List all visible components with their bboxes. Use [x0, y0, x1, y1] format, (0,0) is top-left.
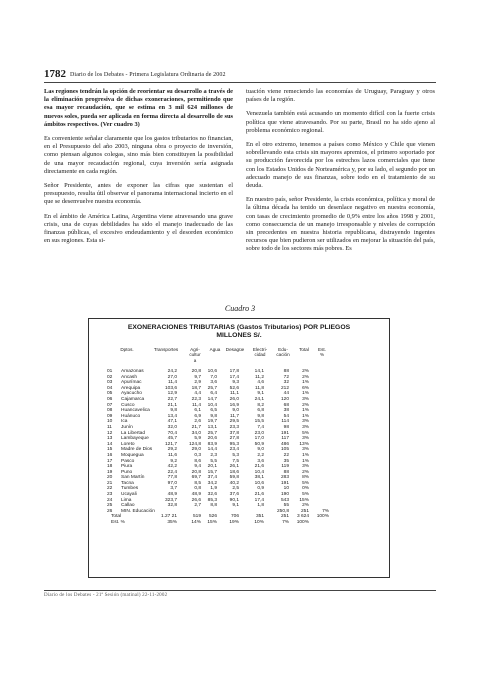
table-cell-value: 14,7 — [207, 396, 217, 402]
table-cell-department: Tumbes — [121, 486, 139, 492]
table-cell-code: 22 — [107, 486, 113, 492]
table-cell-value: 7% — [282, 520, 289, 526]
table-cell-value: 83,9 — [207, 441, 217, 447]
table-cell-value: 11,4 — [168, 380, 177, 386]
table-cell-value: 9,1 — [232, 503, 239, 509]
table-cell-value: 13% — [299, 441, 309, 447]
table-cell-value: 100% — [296, 520, 309, 526]
table-cell-value: 38 — [283, 408, 289, 414]
table-cell-code: 21 — [107, 480, 113, 486]
table-cell-value: 21,6 — [254, 492, 264, 498]
table-cell-value: 13,1 — [207, 424, 217, 430]
table-cell-value: 6,8 — [257, 408, 264, 414]
table-cell-value: 8,5 — [194, 480, 201, 486]
table-cell-value: 18,6 — [229, 469, 239, 475]
table-cell-code: 19 — [107, 469, 113, 475]
table-cell-value: 9,0 — [232, 408, 239, 414]
table-cell-value: 124,8 — [188, 441, 201, 447]
right-column-paragraph: En nuestro país, señor Presidente, la crisis económica, política y moral de la última década ha tenido un desenlace negativo en nuestra economía, con tasas de crecimiento promedio de 0,9% entre los años 1998 y 2001, como consecuencia de un manejo irresponsable y niveles de corrupción sin precedentes en nuestra historia republicana, distrayendo ingentes recursos que bien pudieron ser utilizados en mejorar la situación del país, sobre todo de los sectores más pobres. Es — [246, 196, 435, 253]
table-cell-value: 250,8 — [276, 508, 289, 514]
table-cell-value: 6,4 — [210, 391, 217, 397]
table-cell-value: 47,1 — [167, 419, 177, 425]
table-cell-value: 7% — [322, 508, 329, 514]
table-cell-value: 34,0 — [191, 430, 201, 436]
table-cell-value: 4,6 — [257, 380, 264, 386]
page-number: 1782 — [44, 68, 66, 80]
table-cell-value: 3% — [302, 436, 309, 442]
table-cell-value: 95,3 — [229, 441, 239, 447]
table-cell-value: 9,7 — [194, 374, 201, 380]
table-cell-value: 191 — [280, 480, 289, 486]
table-title — [89, 324, 389, 341]
table-cell-value: 32,0 — [167, 424, 177, 430]
table-cell-code: 17 — [107, 458, 113, 464]
table-cell-value: 5,9 — [194, 436, 201, 442]
table-cell-value: 119 — [281, 464, 289, 470]
table-cell-value: 212 — [280, 385, 289, 391]
table-cell-value: 20,6 — [207, 436, 217, 442]
table-cell-value: 3% — [302, 464, 309, 470]
exonerations-table — [88, 318, 390, 578]
table-cell-department: Apurímac — [121, 380, 142, 386]
table-cell-value: 23,4 — [229, 447, 239, 453]
right-column-paragraph: tuación viene remeciendo las economías de Uruguay, Paraguay y otros países de la región. — [246, 88, 435, 104]
table-cell-value: 190 — [280, 492, 289, 498]
table-cell-value: 10,6 — [254, 480, 264, 486]
table-cell-value: 20,1 — [207, 464, 217, 470]
table-cell-value: 35 — [283, 458, 289, 464]
table-cell-department: Lambayeque — [121, 436, 149, 442]
table-cell-department: Madre de Dios — [121, 447, 153, 453]
table-header-cell: Agua — [209, 347, 221, 352]
table-cell-value: 98 — [283, 424, 289, 430]
table-cell-value: 26,0 — [229, 396, 239, 402]
table-cell-value: 9,8 — [170, 408, 177, 414]
table-cell-value: 3% — [302, 447, 309, 453]
table-cell-value: 14% — [191, 520, 201, 526]
table-cell-value: 8,6 — [194, 458, 201, 464]
table-cell-department: Cusco — [121, 402, 135, 408]
table-cell-value: 17,8 — [229, 369, 239, 374]
table-cell-value: 32 — [283, 380, 289, 386]
table-cell-value: 251 — [280, 514, 289, 520]
table-cell-value: 12,9 — [167, 391, 177, 397]
table-cell-value: 105 — [280, 447, 289, 453]
page-footer — [44, 590, 436, 601]
table-cell-value: 11,6 — [168, 452, 177, 458]
table-cell-value: 120 — [280, 396, 289, 402]
table-cell-value: 22 — [283, 452, 289, 458]
page-header — [44, 68, 436, 83]
table-header-cell: Agri- cultur a — [189, 347, 201, 363]
table-cell-value: 15,5 — [254, 419, 264, 425]
table-cell-value: 9,0 — [257, 447, 264, 453]
table-cell-value: 42,2 — [167, 464, 177, 470]
table-cell-value: 11,4 — [192, 402, 201, 408]
table-cell-department: La Libertad — [121, 430, 146, 436]
table-cell-value: 10% — [254, 520, 264, 526]
table-cell-value: 0,3 — [194, 452, 201, 458]
table-cell-department: Loreto — [121, 441, 135, 447]
table-cell-value: 35% — [167, 520, 177, 526]
table-cell-code: 13 — [107, 436, 113, 442]
table-cell-department: Est. % — [111, 520, 125, 526]
table-header-cell: Transportes — [153, 347, 179, 352]
table-cell-code: 06 — [107, 396, 113, 402]
table-cell-department: Tacna — [121, 480, 134, 486]
table-cell-value: 283 — [280, 475, 289, 481]
table-cell-value: 5% — [302, 430, 309, 436]
table-cell-value: 2,3 — [210, 452, 217, 458]
table-cell-value: 70,4 — [167, 430, 177, 436]
table-cell-department: Piura — [121, 464, 133, 470]
table-cell-value: 9,4 — [194, 464, 201, 470]
table-cell-value: 1% — [302, 391, 309, 397]
table-cell-value: 2,6 — [194, 419, 201, 425]
table-cell-value: 2,2 — [257, 452, 264, 458]
left-column-paragraph: Es conveniente señalar claramente que los gastos tributarios no financian, en el Presupuesto del año 2003, ninguna obra o proyecto de inversión, como piensan algunos colegas, sino más bien constituyen la posibilidad de una mayor recaudación regional, cuya inversión sería asignada directamente en cada región. — [44, 135, 233, 175]
running-title: Diario de los Debates - Primera Legislatura Ordinaria de 2002 — [70, 72, 226, 78]
table-cell-value: 1.27 21 — [160, 514, 177, 520]
table-cell-value: 14,4 — [207, 447, 217, 453]
table-cell-value: 88 — [283, 369, 289, 374]
table-cell-value: 19,7 — [207, 419, 217, 425]
left-column-paragraph: Las regiones tendrán la opción de reorientar su desarrollo a través de la eliminación progresiva de dichas exoneraciones, permitiendo que esa mayor recaudación, que se estima en 3 mil 624 millones de nuevos soles, pueda ser aplicada en forma directa al desarrollo de sus ámbitos respectivos. (Ver cuadro 3) — [44, 88, 233, 128]
table-cell-value: 72 — [283, 374, 289, 380]
table-cell-value: 5,3 — [232, 452, 239, 458]
table-cell-value: 25,7 — [207, 430, 217, 436]
table-cell-value: 351 — [255, 514, 264, 520]
table-cell-department: Puno — [121, 469, 133, 475]
table-cell-value: 22,4 — [167, 469, 177, 475]
table-header-cell: Dptos. — [120, 347, 134, 352]
table-cell-value: 14,1 — [254, 369, 264, 374]
table-cell-value: 9,8 — [257, 413, 264, 419]
right-column-paragraph: Venezuela también está acusando un momento difícil con la fuerte crisis política que viene atravesando. Por su parte, Brasil no ha sido ajeno al problema económico regional. — [246, 110, 435, 134]
table-cell-value: 3% — [302, 396, 309, 402]
table-caption: Cuadro 3 — [224, 304, 256, 313]
table-cell-value: 8,8 — [210, 503, 217, 509]
table-cell-value: 1% — [302, 452, 309, 458]
table-cell-value: 8% — [302, 475, 309, 481]
table-cell-value: 6,9 — [194, 413, 201, 419]
table-cell-value: 50,9 — [254, 441, 264, 447]
table-cell-value: 22,7 — [167, 396, 177, 402]
table-cell-code: 10 — [107, 419, 113, 425]
table-cell-value: 18,7 — [191, 385, 201, 391]
table-cell-value: 37,8 — [229, 430, 239, 436]
table-cell-value: 54 — [283, 413, 289, 419]
table-cell-value: 10 — [283, 486, 289, 492]
table-cell-value: 97,0 — [167, 480, 177, 486]
table-cell-department: Cajamarca — [121, 396, 145, 402]
table-cell-value: 52,6 — [229, 385, 239, 391]
table-cell-value: 21,6 — [254, 464, 264, 470]
table-cell-department: MIN. Educación — [121, 508, 155, 514]
table-cell-value: 26,6 — [191, 497, 201, 503]
table-cell-value: 17,4 — [229, 374, 239, 380]
table-cell-department: Ancash — [121, 374, 137, 380]
table-cell-value: 17,4 — [254, 497, 264, 503]
table-cell-value: 48,9 — [167, 492, 177, 498]
table-cell-value: 10,4 — [207, 402, 217, 408]
table-subtitle: MILLONES S/. — [216, 332, 262, 340]
table-cell-code: 11 — [107, 424, 112, 430]
table-cell-value: 10,6 — [207, 369, 217, 374]
table-cell-value: 20,8 — [191, 369, 201, 374]
table-cell-department: Amazonas — [121, 369, 144, 374]
table-cell-value: 38,1 — [254, 475, 264, 481]
table-cell-code: 20 — [107, 475, 113, 481]
table-cell-code: 02 — [107, 374, 113, 380]
table-cell-value: 25,7 — [207, 385, 217, 391]
table-cell-code: 18 — [107, 464, 113, 470]
table-cell-department: San Martín — [121, 475, 145, 481]
table-cell-value: 10,4 — [254, 469, 264, 475]
table-cell-value: 191 — [280, 430, 289, 436]
table-cell-value: 7,5 — [232, 458, 239, 464]
table-cell-value: 88 — [283, 469, 289, 475]
table-cell-value: 4,4 — [194, 391, 201, 397]
table-cell-value: 15,7 — [207, 469, 217, 475]
table-cell-value: 3% — [302, 419, 309, 425]
table-cell-code: 12 — [107, 430, 113, 436]
table-cell-value: 9,1 — [257, 391, 264, 397]
table-cell-value: 21,7 — [191, 424, 201, 430]
table-cell-value: 44 — [283, 391, 289, 397]
table-cell-value: 2,9 — [194, 380, 201, 386]
table-cell-value: 526 — [208, 514, 217, 520]
table-cell-value: 55 — [283, 503, 289, 509]
table-cell-value: 34,2 — [207, 480, 217, 486]
table-cell-value: 2,5 — [232, 486, 239, 492]
table-cell-department: Total — [111, 514, 122, 520]
table-cell-value: 9,8 — [210, 413, 217, 419]
table-cell-department: Huancavelica — [121, 408, 150, 414]
table-cell-code: 14 — [107, 441, 113, 447]
table-cell-value: 1% — [302, 458, 309, 464]
table-cell-department: Ayacucho — [121, 391, 142, 397]
table-cell-value: 32,8 — [167, 503, 177, 509]
table-cell-department: Pasco — [121, 458, 135, 464]
table-cell-value: 21,1 — [167, 402, 177, 408]
table-cell-value: 3,7 — [170, 486, 177, 492]
table-cell-value: 59,8 — [229, 475, 239, 481]
table-cell-department: Lima — [121, 497, 132, 503]
table-cell-code: 04 — [107, 385, 113, 391]
table-cell-value: 11,2 — [255, 374, 264, 380]
table-cell-value: 0,9 — [257, 486, 264, 492]
table-cell-code: 15 — [107, 447, 113, 453]
table-cell-value: 23,3 — [229, 424, 239, 430]
table-cell-code: 01 — [107, 369, 113, 374]
left-column-paragraph: En el ámbito de América Latina, Argentina viene atravesando una grave crisis, una de cuyas debilidades ha sido el manejo inadecuado de las finanzas públicas, el excesivo endeudamiento y el desorden económico en sus regiones. Esta si- — [44, 212, 233, 245]
table-cell-value: 7,4 — [257, 424, 264, 430]
table-cell-value: 8,2 — [257, 402, 264, 408]
table-cell-department: Ucayali — [121, 492, 137, 498]
table-cell-value: 2% — [302, 503, 309, 509]
table-cell-code: 25 — [107, 503, 113, 509]
table-row — [89, 520, 389, 526]
table-cell-value: 37,6 — [229, 492, 239, 498]
table-cell-value: 68 — [283, 402, 289, 408]
table-cell-value: 1,9 — [210, 486, 217, 492]
table-cell-value: 9,3 — [232, 380, 239, 386]
table-cell-code: 26 — [107, 508, 113, 514]
table-cell-value: 117 — [281, 436, 289, 442]
table-header-cell: Edu- cación — [276, 347, 290, 358]
table-cell-value: 486 — [280, 441, 289, 447]
table-cell-value: 100% — [316, 514, 329, 520]
table-cell-code: 09 — [107, 413, 113, 419]
table-cell-value: 7,0 — [210, 374, 217, 380]
table-cell-value: 16,9 — [229, 402, 239, 408]
table-cell-value: 323,7 — [164, 497, 177, 503]
footer-text: Diario de los Debates - 21ª Sesión (matinal) 22-11-2002 — [44, 593, 168, 598]
table-cell-value: 9,2 — [170, 458, 177, 464]
table-cell-value: 32,6 — [207, 492, 217, 498]
table-cell-value: 6,5 — [210, 408, 217, 414]
table-cell-value: 24,1 — [254, 396, 264, 402]
table-cell-code: 08 — [107, 408, 113, 414]
table-cell-value: 15% — [299, 497, 309, 503]
table-cell-value: 3,6 — [257, 458, 264, 464]
table-cell-value: 2% — [302, 369, 309, 374]
table-cell-value: 27,0 — [167, 374, 177, 380]
table-cell-department: Callao — [121, 503, 135, 509]
table-cell-department: Huánuco — [121, 413, 141, 419]
table-cell-code: 16 — [107, 452, 113, 458]
table-cell-value: 26,1 — [229, 464, 239, 470]
table-cell-value: 1% — [302, 408, 309, 414]
table-cell-value: 19% — [229, 520, 239, 526]
table-cell-value: 3,6 — [210, 380, 217, 386]
table-cell-value: 90,1 — [229, 497, 239, 503]
table-cell-value: 29,5 — [229, 419, 239, 425]
table-cell-value: 6% — [302, 385, 309, 391]
table-cell-value: 11,8 — [255, 385, 264, 391]
table-cell-value: 0% — [302, 486, 309, 492]
table-cell-value: 37,4 — [207, 475, 217, 481]
table-header-row — [89, 347, 389, 367]
table-cell-value: 103,6 — [164, 385, 177, 391]
table-cell-value: 519 — [192, 514, 201, 520]
table-cell-code: 03 — [107, 380, 113, 386]
table-cell-value: 29,0 — [191, 447, 201, 453]
table-cell-value: 5,5 — [210, 458, 217, 464]
table-cell-value: 27,8 — [229, 436, 239, 442]
table-cell-code: 24 — [107, 497, 113, 503]
table-cell-value: 5% — [302, 492, 309, 498]
table-cell-code: 23 — [107, 492, 113, 498]
table-cell-value: 13,4 — [167, 413, 177, 419]
left-column — [44, 88, 233, 251]
right-column-paragraph: En el otro extremo, tenemos a países como México y Chile que vienen sobrellevando esta crisis sin mayores apremios, el primero soportado por su producción favorecida por los estrechos lazos comerciales que tiene con los Estados Unidos de Norteamérica y, por su lado, el segundo por un adecuado manejo de sus finanzas, sobre todo en el tratamiento de su deuda. — [246, 141, 435, 190]
table-cell-value: 251 — [300, 508, 309, 514]
table-cell-value: 40,2 — [229, 480, 239, 486]
table-cell-code: 05 — [107, 391, 113, 397]
table-cell-value: 85,3 — [207, 497, 217, 503]
table-cell-value: 543 — [280, 497, 289, 503]
table-header-cell: Total — [299, 347, 309, 352]
table-header-cell: Est. % — [318, 347, 326, 358]
table-cell-value: 20,8 — [191, 469, 201, 475]
table-cell-value: 0,8 — [194, 486, 201, 492]
table-cell-department: Moquegua — [121, 452, 144, 458]
table-cell-value: 2% — [302, 402, 309, 408]
table-cell-value: 11,1 — [230, 391, 239, 397]
table-cell-value: 1% — [302, 380, 309, 386]
table-title-line: EXONERACIONES TRIBUTARIAS (Gastos Tributarios) POR PLIEGOS — [127, 324, 351, 331]
table-cell-department: Junín — [121, 424, 133, 430]
table-cell-department: Ica — [121, 419, 128, 425]
table-cell-value: 11,7 — [230, 413, 239, 419]
table-cell-value: 45,7 — [167, 436, 177, 442]
table-cell-value: 24,2 — [167, 369, 177, 374]
table-cell-value: 3% — [302, 424, 309, 430]
right-column — [246, 88, 435, 260]
table-cell-value: 77,8 — [167, 475, 177, 481]
table-cell-value: 17,0 — [254, 436, 264, 442]
table-cell-value: 48,9 — [191, 492, 201, 498]
table-cell-code: 07 — [107, 402, 113, 408]
table-cell-value: 3 624 — [296, 514, 309, 520]
table-cell-value: 121,7 — [164, 441, 177, 447]
table-cell-value: 114 — [281, 419, 289, 425]
table-cell-value: 5% — [302, 480, 309, 486]
table-cell-value: 1% — [302, 413, 309, 419]
table-cell-value: 706 — [230, 514, 239, 520]
table-cell-value: 23,0 — [254, 430, 264, 436]
table-body — [89, 369, 389, 526]
table-cell-value: 29,2 — [167, 447, 177, 453]
left-column-paragraph: Señor Presidente, antes de exponer las cifras que sustentan el presupuesto, resulta útil observar el panorama internacional incierto en el que se desenvuelve nuestra economía. — [44, 182, 233, 206]
table-cell-value: 2,7 — [194, 503, 201, 509]
table-cell-value: 15% — [207, 520, 217, 526]
table-cell-value: 2% — [302, 469, 309, 475]
table-cell-value: 2% — [302, 374, 309, 380]
table-header-cell: Desagüe — [225, 347, 245, 352]
table-cell-department: Arequipa — [121, 385, 141, 391]
table-cell-value: 1,8 — [257, 503, 264, 509]
table-cell-value: 69,7 — [191, 475, 201, 481]
table-cell-value: 22,3 — [191, 396, 201, 402]
table-cell-value: 6,1 — [194, 408, 201, 414]
table-header-cell: Electri- cidad — [252, 347, 268, 358]
